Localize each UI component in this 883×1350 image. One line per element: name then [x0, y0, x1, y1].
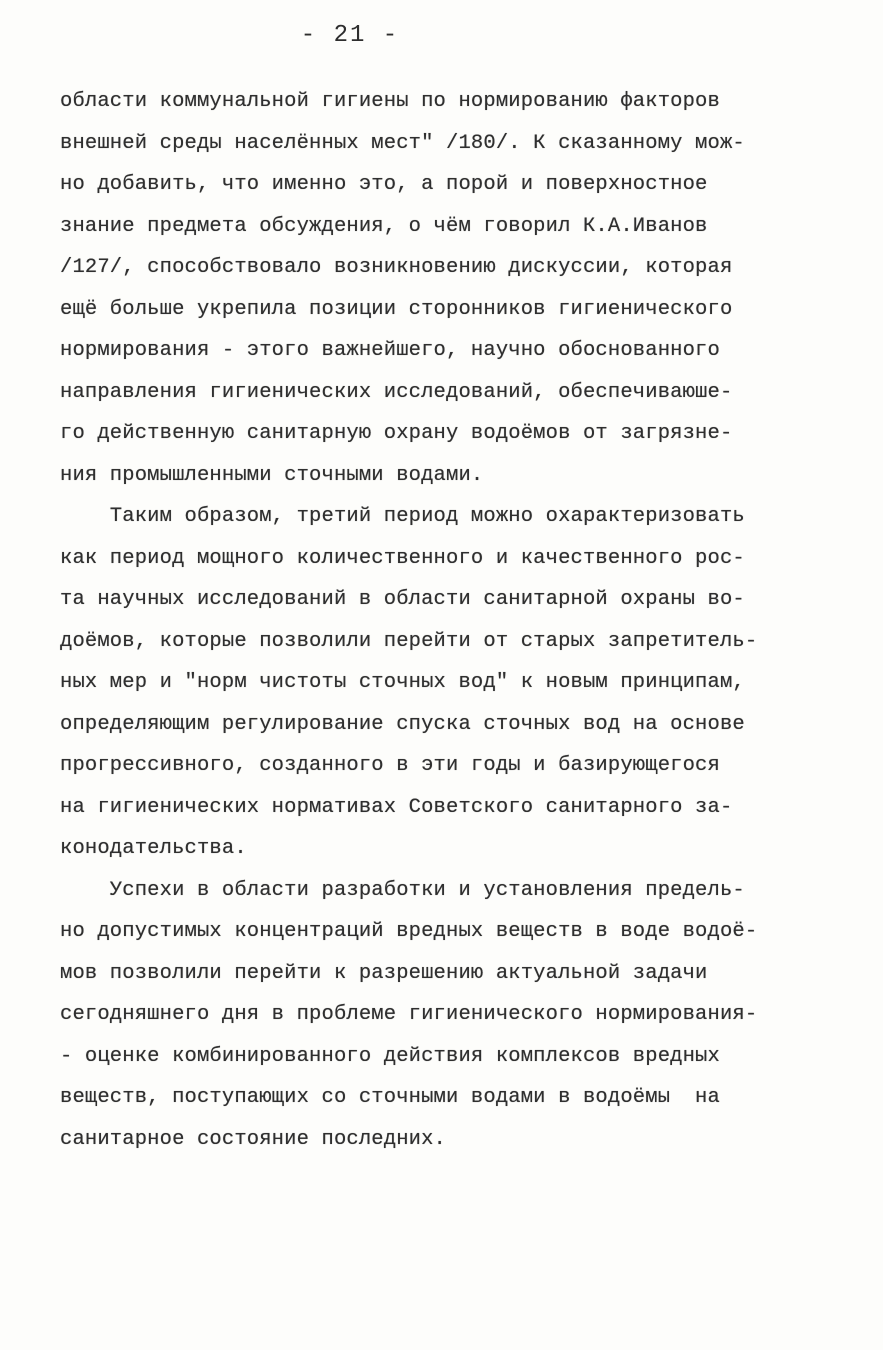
text-line: та научных исследований в области санитарной охраны во-: [60, 588, 745, 611]
text-line: ещё больше укрепила позиции сторонников гигиенического: [60, 297, 733, 321]
text-line: мов позволили перейти к разрешению актуальной задачи: [60, 961, 708, 985]
text-line: сегодняшнего дня в проблеме гигиенического нормирования-: [60, 1003, 758, 1026]
body-text: [60, 81, 840, 1160]
text-line: знание предмета обсуждения, о чём говорил К.А.Иванов: [60, 214, 708, 238]
page-number: - 21 -: [300, 22, 400, 49]
text-line: внешней среды населённых мест" /180/. К сказанному мож-: [60, 131, 745, 155]
text-line: но допустимых концентраций вредных веществ в воде водоё-: [60, 920, 758, 943]
text-line: конодательства.: [60, 837, 247, 860]
paragraph-2: [60, 496, 840, 870]
text-line: Таким образом, третий период можно охарактеризовать: [60, 505, 745, 528]
text-line: определяющим регулирование спуска сточных вод на основе: [60, 712, 745, 736]
text-line: /127/, способствовало возникновению дискуссии, которая: [60, 256, 733, 279]
text-line: области коммунальной гигиены по нормированию факторов: [60, 90, 720, 113]
text-line: но добавить, что именно это, а порой и поверхностное: [60, 173, 708, 196]
text-line: направления гигиенических исследований, обеспечиваюше-: [60, 380, 733, 404]
text-line: санитарное состояние последних.: [60, 1127, 447, 1151]
paragraph-1: [60, 81, 840, 496]
text-line: доёмов, которые позволили перейти от старых запретитель-: [60, 629, 758, 653]
text-line: нормирования - этого важнейшего, научно обоснованного: [60, 339, 720, 362]
text-line: веществ, поступающих со сточными водами в водоёмы на: [60, 1086, 720, 1109]
text-line: как период мощного количественного и качественного рос-: [60, 546, 745, 570]
text-line: ных мер и "норм чистоты сточных вод" к новым принципам,: [60, 671, 745, 694]
text-line: Успехи в области разработки и установления предель-: [60, 878, 745, 902]
text-line: ния промышленными сточными водами.: [60, 463, 484, 487]
paragraph-3: [60, 870, 840, 1161]
text-line: - оценке комбинированного действия комплексов вредных: [60, 1044, 720, 1068]
text-line: го действенную санитарную охрану водоёмов от загрязне-: [60, 422, 733, 445]
text-line: прогрессивного, созданного в эти годы и базирующегося: [60, 754, 720, 777]
text-line: на гигиенических нормативах Советского санитарного за-: [60, 795, 733, 819]
